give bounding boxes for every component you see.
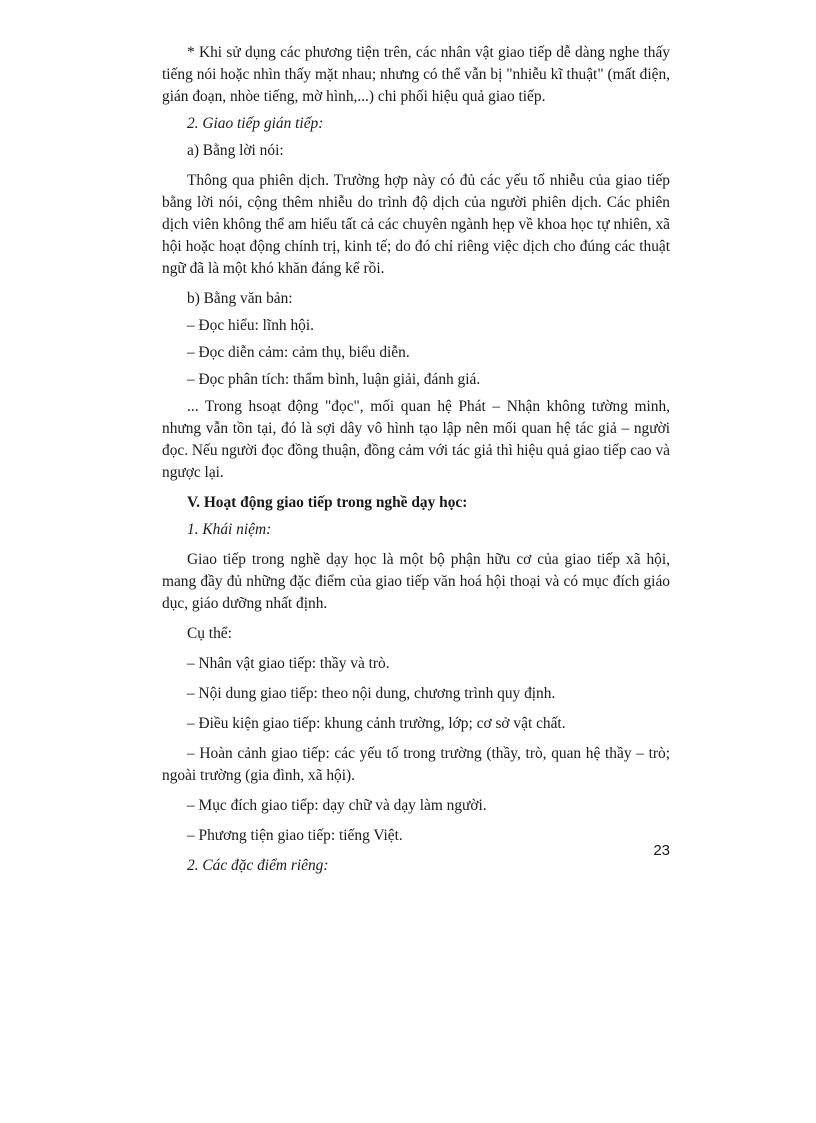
subheading-specific-features: 2. Các đặc điểm riêng: [187, 857, 329, 874]
subheading-by-speech: a) Bằng lời nói: [187, 142, 284, 159]
section-heading-teaching-communication: V. Hoạt động giao tiếp trong nghề dạy học: [187, 494, 468, 511]
list-item: – Đọc hiểu: lĩnh hội. [187, 317, 314, 334]
list-item: – Nhân vật giao tiếp: thầy và trò. [187, 655, 390, 672]
paragraph-concept-definition: Giao tiếp trong nghề dạy học là một bộ phận hữu cơ của giao tiếp xã hội, mang đầy đủ những đặc điểm của giao tiếp văn hoá hội thoại và có mục đích giáo dục, giáo dưỡng nhất định. [162, 551, 670, 612]
subheading-indirect-communication: 2. Giao tiếp gián tiếp: [187, 115, 324, 132]
subheading-by-text: b) Bằng văn bản: [187, 290, 293, 307]
page-number: 23 [653, 842, 670, 859]
list-item: – Đọc phân tích: thẩm bình, luận giải, đánh giá. [187, 371, 481, 388]
page-body [162, 42, 670, 877]
list-item: – Nội dung giao tiếp: theo nội dung, chương trình quy định. [187, 685, 556, 702]
paragraph-interpretation: Thông qua phiên dịch. Trường hợp này có đủ các yếu tố nhiễu của giao tiếp bằng lời nói, cộng thêm nhiễu do trình độ dịch của người phiên dịch. Các phiên dịch viên không thể am hiểu tất cả các chuyên ngành hẹp về khoa học tự nhiên, xã hội hoặc hoạt động chính trị, kinh tế; do đó chỉ riêng việc dịch cho đúng các thuật ngữ đã là một khó khăn đáng kể rồi. [162, 172, 670, 277]
paragraph-reading-relationship: ... Trong hsoạt động "đọc", mối quan hệ Phát – Nhận không tường minh, nhưng vẫn tồn tại, đó là sợi dây vô hình tạo lập nên mối quan hệ tác giả – người đọc. Nếu người đọc đồng thuận, đồng cảm với tác giả thì hiệu quả giao tiếp cao và ngược lại. [162, 398, 671, 481]
list-item: – Đọc diễn cảm: cảm thụ, biểu diễn. [187, 344, 410, 361]
paragraph-noise-note: * Khi sử dụng các phương tiện trên, các nhân vật giao tiếp dễ dàng nghe thấy tiếng nói hoặc nhìn thấy mặt nhau; nhưng có thể vẫn bị "nhiễu kĩ thuật" (mất điện, gián đoạn, nhòe tiếng, mờ hình,...) chi phối hiệu quả giao tiếp. [162, 44, 670, 105]
list-item: – Hoàn cảnh giao tiếp: các yếu tố trong trường (thầy, trò, quan hệ thầy – trò; ngoài trường (gia đình, xã hội). [162, 745, 670, 784]
label-specifically: Cụ thể: [187, 625, 232, 642]
list-item: – Phương tiện giao tiếp: tiếng Việt. [187, 827, 403, 844]
list-item: – Mục đích giao tiếp: dạy chữ và dạy làm người. [187, 797, 487, 814]
subheading-concept: 1. Khái niệm: [187, 521, 272, 538]
list-item: – Điều kiện giao tiếp: khung cảnh trường, lớp; cơ sở vật chất. [187, 715, 566, 732]
